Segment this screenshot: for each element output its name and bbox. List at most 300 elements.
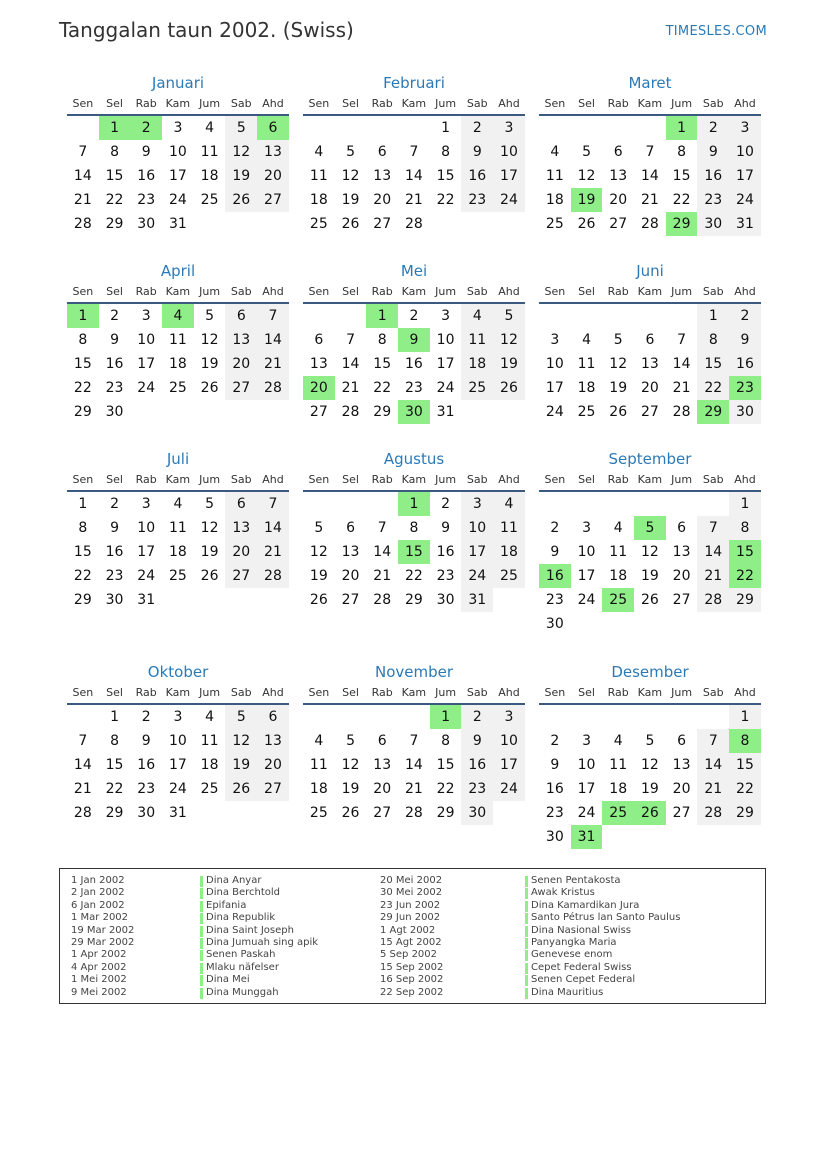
week-row xyxy=(303,116,525,140)
weekday-label: Kam xyxy=(637,97,663,110)
day-cell: 14 xyxy=(257,328,289,352)
day-cell: 8 xyxy=(78,332,88,348)
weekday-header xyxy=(67,683,289,705)
day-cell: 22 xyxy=(373,380,392,396)
day-cell: 13 xyxy=(672,757,691,773)
day-cell: 21 xyxy=(73,192,92,208)
day-cell: 6 xyxy=(257,705,289,729)
legend-holiday-name: Senen Paskah xyxy=(200,949,318,961)
weekday-label: Sen xyxy=(72,473,94,486)
day-cell: 3 xyxy=(173,709,183,725)
empty-cell xyxy=(697,825,729,849)
weekday-header xyxy=(303,683,525,705)
week-row xyxy=(303,777,525,801)
day-cell: 22 xyxy=(436,781,455,797)
day-cell: 2 xyxy=(110,496,119,512)
day-cell: 9 xyxy=(550,544,560,560)
day-cell: 28 xyxy=(404,805,423,821)
month-block xyxy=(539,448,761,636)
day-cell: 5 xyxy=(205,496,215,512)
day-cell: 18 xyxy=(200,757,219,773)
day-cell: 3 xyxy=(493,705,525,729)
empty-cell xyxy=(666,304,698,328)
day-cell: 16 xyxy=(545,781,564,797)
day-cell: 3 xyxy=(141,496,151,512)
day-cell: 26 xyxy=(634,801,666,825)
day-cell: 4 xyxy=(205,120,215,136)
day-cell: 27 xyxy=(225,376,257,400)
weekday-label: Ahd xyxy=(262,285,284,298)
day-cell: 31 xyxy=(436,404,455,420)
day-cell: 23 xyxy=(436,568,455,584)
weekday-label: Sel xyxy=(578,285,595,298)
weekday-label: Jum xyxy=(671,285,693,298)
week-row xyxy=(539,400,761,424)
day-cell: 4 xyxy=(493,492,525,516)
legend-date: 15 Agt 2002 xyxy=(380,936,442,948)
day-cell: 6 xyxy=(677,520,687,536)
day-cell: 28 xyxy=(672,404,691,420)
day-cell: 26 xyxy=(200,380,219,396)
brand-link[interactable]: TIMESLES.COM xyxy=(665,24,767,39)
legend-holiday-name: Dina Republik xyxy=(200,912,318,924)
day-cell: 13 xyxy=(341,544,360,560)
day-cell: 25 xyxy=(493,564,525,588)
day-cell: 17 xyxy=(461,540,493,564)
day-cell: 21 xyxy=(73,781,92,797)
day-cell: 30 xyxy=(729,400,761,424)
empty-cell xyxy=(303,116,335,140)
week-row xyxy=(67,188,289,212)
day-cell: 16 xyxy=(697,164,729,188)
weekday-label: Ahd xyxy=(734,473,756,486)
day-cell: 22 xyxy=(729,564,761,588)
empty-cell xyxy=(303,304,335,328)
weekday-label: Sab xyxy=(466,97,488,110)
month-name: Januari xyxy=(151,74,205,92)
legend-holiday-name: Santo Pétrus lan Santo Paulus xyxy=(525,912,680,924)
day-cell: 30 xyxy=(105,592,124,608)
day-cell: 5 xyxy=(205,308,215,324)
weekday-label: Sel xyxy=(106,285,123,298)
weekday-label: Sen xyxy=(544,473,566,486)
day-cell: 7 xyxy=(78,144,88,160)
day-cell: 26 xyxy=(493,376,525,400)
weekday-label: Jum xyxy=(671,473,693,486)
day-cell: 2 xyxy=(409,308,419,324)
day-cell: 6 xyxy=(257,116,289,140)
day-cell: 2 xyxy=(441,496,451,512)
day-cell: 25 xyxy=(602,801,634,825)
empty-cell xyxy=(493,801,525,825)
day-cell: 20 xyxy=(225,352,257,376)
empty-cell xyxy=(461,212,493,236)
day-cell: 5 xyxy=(225,116,257,140)
day-cell: 1 xyxy=(398,492,430,516)
weekday-label: Rab xyxy=(607,686,629,699)
day-cell: 30 xyxy=(545,616,564,632)
day-cell: 20 xyxy=(373,781,392,797)
day-cell: 22 xyxy=(697,376,729,400)
legend-date: 1 Jan 2002 xyxy=(71,875,125,886)
day-cell: 30 xyxy=(137,805,156,821)
weekday-label: Jum xyxy=(435,285,457,298)
weekday-label: Sen xyxy=(308,97,330,110)
legend-date: 15 Sep 2002 xyxy=(380,961,444,973)
weekday-label: Kam xyxy=(165,285,191,298)
month-block xyxy=(303,661,525,825)
day-cell: 23 xyxy=(105,380,124,396)
month-name: November xyxy=(374,663,454,681)
day-cell: 21 xyxy=(404,781,423,797)
week-row xyxy=(539,801,761,825)
weekday-label: Ahd xyxy=(262,473,284,486)
month-name: Mei xyxy=(400,262,428,280)
legend-holiday-name: Dina Kamardikan Jura xyxy=(525,900,680,912)
empty-cell xyxy=(697,612,729,636)
day-cell: 1 xyxy=(67,304,99,328)
week-row xyxy=(67,328,289,352)
weekday-header xyxy=(539,470,761,492)
day-cell: 28 xyxy=(373,592,392,608)
day-cell: 8 xyxy=(110,733,119,749)
day-cell: 2 xyxy=(550,520,560,536)
week-row xyxy=(303,400,525,424)
day-cell: 31 xyxy=(571,825,603,849)
day-cell: 22 xyxy=(73,568,92,584)
day-cell: 19 xyxy=(341,192,360,208)
day-cell: 7 xyxy=(78,733,88,749)
empty-cell xyxy=(257,801,289,825)
day-cell: 19 xyxy=(341,781,360,797)
day-cell: 25 xyxy=(309,216,328,232)
day-cell: 22 xyxy=(105,781,124,797)
empty-cell xyxy=(666,612,698,636)
day-cell: 16 xyxy=(404,356,423,372)
day-cell: 18 xyxy=(609,781,628,797)
week-row xyxy=(67,164,289,188)
weekday-label: Rab xyxy=(371,97,393,110)
week-row xyxy=(303,564,525,588)
empty-cell xyxy=(666,492,698,516)
month-name: Desember xyxy=(611,663,689,681)
day-cell: 30 xyxy=(137,216,156,232)
weekday-label: Sab xyxy=(230,473,252,486)
day-cell: 8 xyxy=(409,520,419,536)
day-cell: 14 xyxy=(640,168,659,184)
day-cell: 13 xyxy=(309,356,328,372)
day-cell: 27 xyxy=(640,404,659,420)
weekday-label: Rab xyxy=(607,285,629,298)
day-cell: 4 xyxy=(461,304,493,328)
week-row xyxy=(67,116,289,140)
day-cell: 25 xyxy=(309,805,328,821)
empty-cell xyxy=(194,588,226,612)
legend-holiday-name: Dina Saint Joseph xyxy=(200,925,318,937)
week-row xyxy=(539,188,761,212)
weekday-label: Kam xyxy=(637,686,663,699)
day-cell: 16 xyxy=(436,544,455,560)
weekday-label: Rab xyxy=(135,97,157,110)
day-cell: 13 xyxy=(640,356,659,372)
weekday-label: Kam xyxy=(165,97,191,110)
day-cell: 9 xyxy=(461,140,493,164)
day-cell: 28 xyxy=(73,216,92,232)
day-cell: 31 xyxy=(729,212,761,236)
day-cell: 28 xyxy=(257,564,289,588)
weekday-label: Ahd xyxy=(498,97,520,110)
day-cell: 21 xyxy=(257,540,289,564)
day-cell: 20 xyxy=(640,380,659,396)
day-cell: 28 xyxy=(697,588,729,612)
weekday-label: Sen xyxy=(308,686,330,699)
empty-cell xyxy=(571,705,603,729)
legend-date: 30 Mei 2002 xyxy=(380,887,443,899)
weekday-label: Ahd xyxy=(498,285,520,298)
day-cell: 19 xyxy=(609,380,628,396)
day-cell: 22 xyxy=(672,192,691,208)
day-cell: 20 xyxy=(303,376,335,400)
weekday-label: Kam xyxy=(401,473,427,486)
empty-cell xyxy=(257,588,289,612)
day-cell: 17 xyxy=(493,164,525,188)
day-cell: 18 xyxy=(493,540,525,564)
empty-cell xyxy=(602,492,634,516)
empty-cell xyxy=(697,705,729,729)
empty-cell xyxy=(335,116,367,140)
legend-holiday-name: Dina Mauritius xyxy=(525,987,680,999)
weekday-label: Sab xyxy=(230,285,252,298)
day-cell: 11 xyxy=(309,168,328,184)
day-cell: 11 xyxy=(545,168,564,184)
empty-cell xyxy=(666,825,698,849)
day-cell: 24 xyxy=(461,564,493,588)
day-cell: 2 xyxy=(141,709,151,725)
day-cell: 14 xyxy=(697,753,729,777)
day-cell: 23 xyxy=(729,376,761,400)
day-cell: 5 xyxy=(346,144,355,160)
empty-cell xyxy=(539,705,571,729)
legend-holiday-name: Dina Mei xyxy=(200,974,318,986)
day-cell: 26 xyxy=(200,568,219,584)
month-name: September xyxy=(608,450,692,468)
day-cell: 3 xyxy=(441,308,451,324)
week-row xyxy=(303,352,525,376)
week-row xyxy=(539,705,761,729)
weekday-label: Rab xyxy=(371,473,393,486)
day-cell: 11 xyxy=(309,757,328,773)
day-cell: 18 xyxy=(545,192,564,208)
day-cell: 16 xyxy=(105,356,124,372)
day-cell: 2 xyxy=(697,116,729,140)
weekday-label: Sel xyxy=(342,285,359,298)
empty-cell xyxy=(602,705,634,729)
day-cell: 5 xyxy=(314,520,324,536)
empty-cell xyxy=(194,212,226,236)
day-cell: 22 xyxy=(105,192,124,208)
weekday-label: Sab xyxy=(466,285,488,298)
day-cell: 8 xyxy=(377,332,387,348)
empty-cell xyxy=(366,492,398,516)
day-cell: 12 xyxy=(640,544,659,560)
day-cell: 24 xyxy=(168,192,187,208)
day-cell: 2 xyxy=(550,733,560,749)
weekday-label: Sab xyxy=(466,473,488,486)
weekday-header xyxy=(67,282,289,304)
empty-cell xyxy=(666,705,698,729)
day-cell: 17 xyxy=(493,753,525,777)
day-cell: 27 xyxy=(309,404,328,420)
day-cell: 7 xyxy=(697,729,729,753)
weekday-label: Ahd xyxy=(498,686,520,699)
empty-cell xyxy=(634,304,666,328)
legend-date: 29 Jun 2002 xyxy=(380,912,441,924)
day-cell: 15 xyxy=(73,356,92,372)
week-row xyxy=(539,492,761,516)
day-cell: 17 xyxy=(137,544,156,560)
day-cell: 28 xyxy=(73,805,92,821)
empty-cell xyxy=(194,801,226,825)
empty-cell xyxy=(493,400,525,424)
day-cell: 18 xyxy=(461,352,493,376)
day-cell: 6 xyxy=(377,144,387,160)
day-cell: 1 xyxy=(110,709,119,725)
day-cell: 7 xyxy=(677,332,687,348)
legend-holiday-name: Cepet Federal Swiss xyxy=(525,962,680,974)
empty-cell xyxy=(225,588,257,612)
empty-cell xyxy=(303,705,335,729)
day-cell: 8 xyxy=(729,516,761,540)
empty-cell xyxy=(729,612,761,636)
week-row xyxy=(67,516,289,540)
day-cell: 11 xyxy=(577,356,596,372)
day-cell: 7 xyxy=(377,520,387,536)
day-cell: 24 xyxy=(168,781,187,797)
day-cell: 3 xyxy=(729,116,761,140)
day-cell: 18 xyxy=(168,356,187,372)
day-cell: 31 xyxy=(168,805,187,821)
empty-cell xyxy=(366,116,398,140)
day-cell: 9 xyxy=(441,520,451,536)
day-cell: 5 xyxy=(493,304,525,328)
empty-cell xyxy=(571,612,603,636)
day-cell: 14 xyxy=(697,540,729,564)
weekday-label: Sen xyxy=(72,686,94,699)
day-cell: 22 xyxy=(436,192,455,208)
week-row xyxy=(539,825,761,849)
day-cell: 27 xyxy=(225,564,257,588)
legend-date: 20 Mei 2002 xyxy=(380,875,443,886)
day-cell: 3 xyxy=(141,308,151,324)
legend-date: 29 Mar 2002 xyxy=(71,936,135,948)
weekday-label: Kam xyxy=(165,686,191,699)
day-cell: 18 xyxy=(309,192,328,208)
day-cell: 15 xyxy=(105,757,124,773)
day-cell: 2 xyxy=(130,116,162,140)
day-cell: 7 xyxy=(346,332,355,348)
weekday-label: Ahd xyxy=(734,285,756,298)
week-row xyxy=(303,753,525,777)
day-cell: 10 xyxy=(577,544,596,560)
day-cell: 6 xyxy=(677,733,687,749)
weekday-header xyxy=(303,470,525,492)
day-cell: 9 xyxy=(110,332,119,348)
week-row xyxy=(539,352,761,376)
week-row xyxy=(303,705,525,729)
empty-cell xyxy=(225,801,257,825)
day-cell: 23 xyxy=(137,192,156,208)
day-cell: 9 xyxy=(461,729,493,753)
week-row xyxy=(67,588,289,612)
day-cell: 17 xyxy=(168,168,187,184)
day-cell: 11 xyxy=(461,328,493,352)
weekday-header xyxy=(303,94,525,116)
day-cell: 18 xyxy=(309,781,328,797)
week-row xyxy=(303,212,525,236)
week-row xyxy=(539,777,761,801)
legend-holiday-name: Panyangka Maria xyxy=(525,937,680,949)
legend-names-column-2 xyxy=(525,875,680,999)
day-cell: 16 xyxy=(539,564,571,588)
day-cell: 29 xyxy=(105,805,124,821)
day-cell: 7 xyxy=(257,492,289,516)
day-cell: 30 xyxy=(105,404,124,420)
empty-cell xyxy=(162,588,194,612)
week-row xyxy=(67,212,289,236)
legend-holiday-name: Dina Berchtold xyxy=(200,887,318,899)
weekday-label: Kam xyxy=(637,473,663,486)
day-cell: 3 xyxy=(582,733,591,749)
day-cell: 24 xyxy=(545,404,564,420)
weekday-label: Sen xyxy=(72,97,94,110)
legend-holiday-name: Dina Jumuah sing apik xyxy=(200,937,318,949)
weekday-label: Jum xyxy=(435,686,457,699)
day-cell: 13 xyxy=(257,729,289,753)
day-cell: 4 xyxy=(205,709,215,725)
week-row xyxy=(539,376,761,400)
legend-date: 1 Mei 2002 xyxy=(71,974,127,986)
month-name: Maret xyxy=(628,74,672,92)
day-cell: 21 xyxy=(404,192,423,208)
weekday-label: Sel xyxy=(106,686,123,699)
day-cell: 15 xyxy=(729,540,761,564)
day-cell: 29 xyxy=(697,400,729,424)
weekday-label: Sen xyxy=(308,285,330,298)
day-cell: 4 xyxy=(314,733,324,749)
day-cell: 7 xyxy=(645,144,655,160)
day-cell: 22 xyxy=(73,380,92,396)
day-cell: 3 xyxy=(550,332,560,348)
empty-cell xyxy=(194,400,226,424)
day-cell: 25 xyxy=(577,404,596,420)
day-cell: 2 xyxy=(461,705,493,729)
day-cell: 12 xyxy=(341,757,360,773)
day-cell: 9 xyxy=(398,328,430,352)
day-cell: 12 xyxy=(493,328,525,352)
empty-cell xyxy=(493,212,525,236)
day-cell: 17 xyxy=(729,164,761,188)
day-cell: 6 xyxy=(645,332,655,348)
day-cell: 27 xyxy=(609,216,628,232)
day-cell: 6 xyxy=(377,733,387,749)
week-row xyxy=(67,564,289,588)
day-cell: 5 xyxy=(346,733,355,749)
weekday-label: Sab xyxy=(702,473,724,486)
empty-cell xyxy=(335,705,367,729)
day-cell: 8 xyxy=(78,520,88,536)
day-cell: 20 xyxy=(225,540,257,564)
day-cell: 6 xyxy=(225,304,257,328)
